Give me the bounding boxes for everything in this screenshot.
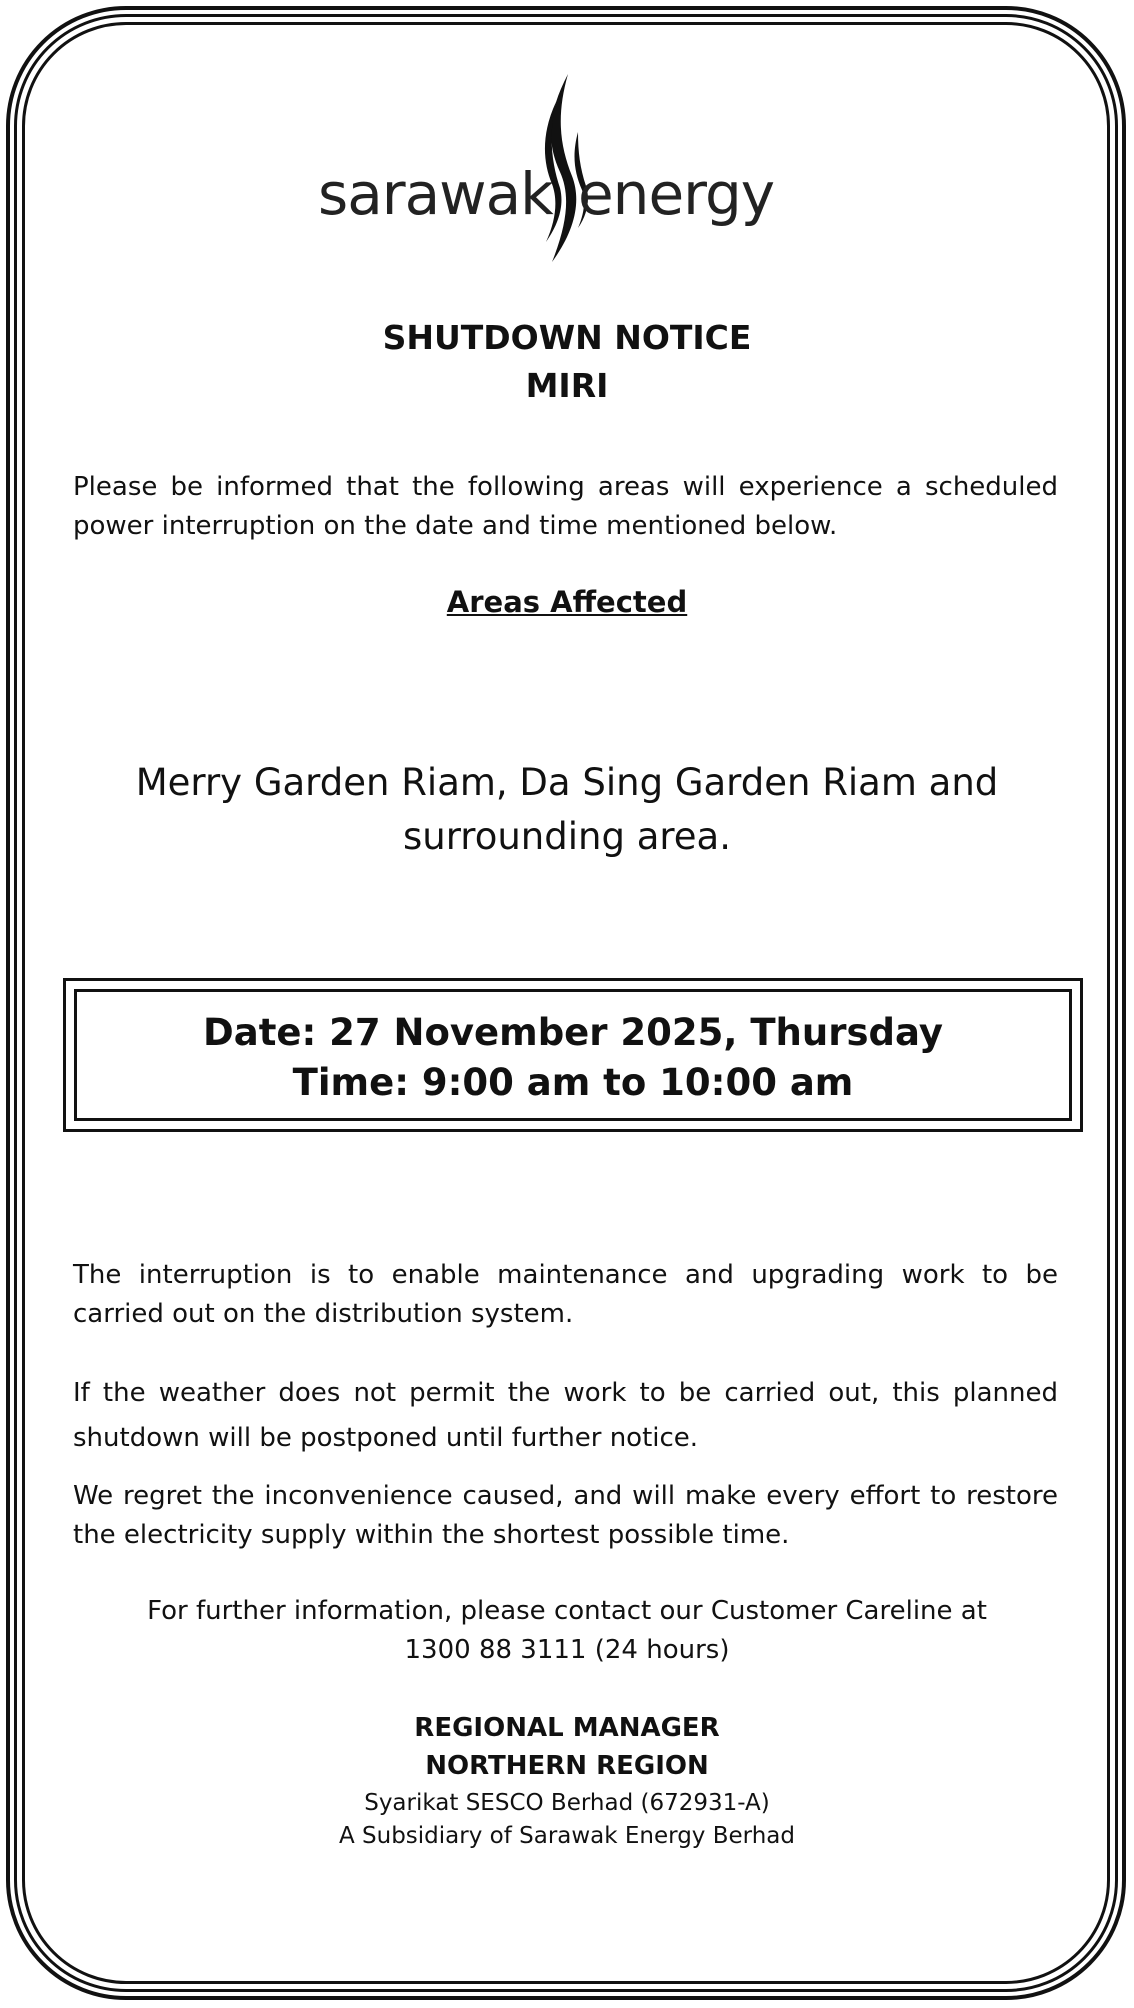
apology-paragraph: We regret the inconvenience caused, and will make every effort to restore the electricity supply within the shortest possible time. [73, 1481, 1058, 1550]
signature-role: REGIONAL MANAGER [414, 1713, 720, 1743]
logo-word-energy: energy [578, 160, 775, 228]
signature-region: NORTHERN REGION [425, 1751, 709, 1781]
signature-company-info [0, 1787, 1134, 1853]
reason-paragraph: The interruption is to enable maintenance and upgrading work to be carried out on the distribution system. [73, 1260, 1058, 1329]
schedule-time: Time: 9:00 am to 10:00 am [292, 1061, 854, 1104]
careline-number: 1300 88 3111 (24 hours) [404, 1635, 730, 1665]
areas-affected-text: Merry Garden Riam, Da Sing Garden Riam and surrounding area. [135, 761, 999, 858]
weather-paragraph: If the weather does not permit the work to be carried out, this planned shutdown will be postponed until further notice. [73, 1378, 1058, 1453]
title-shutdown-notice: SHUTDOWN NOTICE [382, 318, 752, 357]
parent-company: A Subsidiary of Sarawak Energy Berhad [338, 1823, 795, 1849]
signature-title [0, 1709, 1134, 1785]
title-location: MIRI [525, 366, 609, 405]
notice-title [0, 314, 1134, 410]
sarawak-energy-logo [318, 72, 798, 267]
intro-paragraph: Please be informed that the following areas will experience a scheduled power interruption on the date and time mentioned below. [73, 472, 1058, 541]
schedule-date: Date: 27 November 2025, Thursday [203, 1011, 943, 1054]
schedule-box [63, 978, 1083, 1132]
areas-affected-heading: Areas Affected [446, 585, 688, 619]
contact-line: For further information, please contact our Customer Careline at [147, 1596, 987, 1626]
contact-info [0, 1592, 1134, 1670]
company-name: Syarikat SESCO Berhad (672931-A) [364, 1790, 770, 1816]
logo-word-sarawak: sarawak [318, 160, 553, 228]
